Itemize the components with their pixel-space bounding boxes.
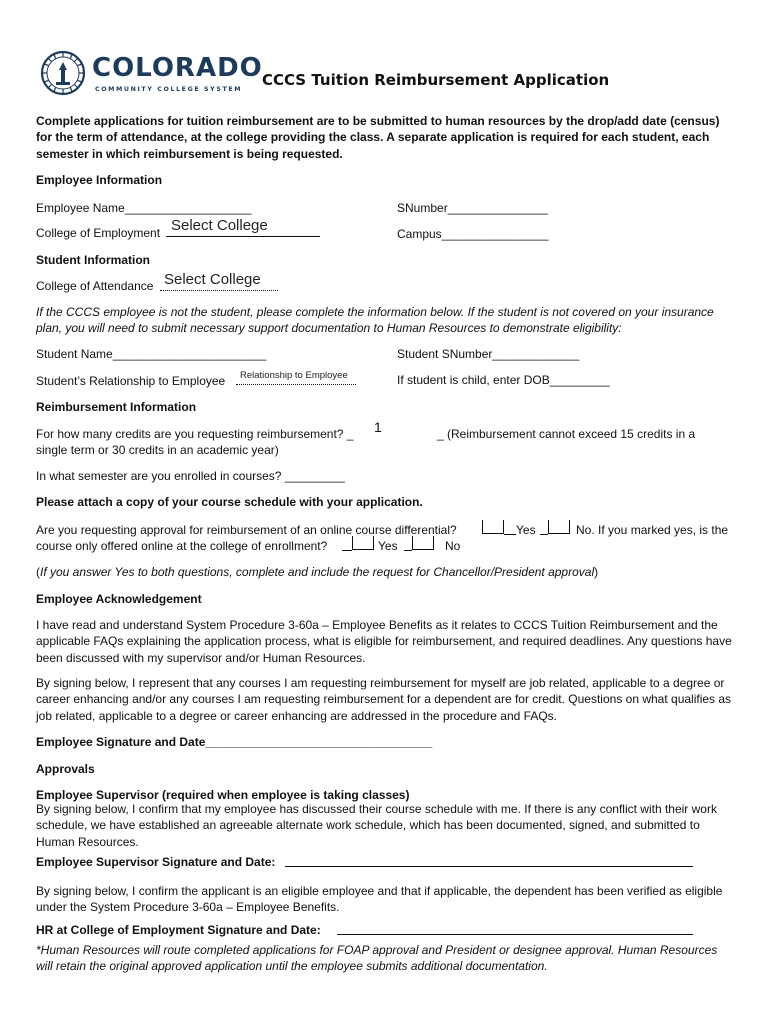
hr-signature-label: HR at College of Employment Signature and Date: [36,923,321,937]
credits-value[interactable]: 1 [374,419,382,435]
logo-wordmark: COLORADO [92,53,263,83]
dob-label[interactable]: If student is child, enter DOB_________ [397,373,610,387]
supervisor-paragraph: By signing below, I confirm that my employee has discussed their course schedule with me. If there is any conflict with their work schedule, we have established an agreeable alternate work schedule, which has been documented, signed, and submitted to Human Resources. [36,802,717,849]
campus-label[interactable]: Campus________________ [397,227,549,241]
reimbursement-heading: Reimbursement Information [36,400,197,414]
online-yes-label: Yes [516,523,536,537]
online-only-question: course only offered online at the college of enrollment? [36,539,328,553]
student-info-heading: Student Information [36,253,150,267]
hr-paragraph: By signing below, I confirm the applicant is an eligible employee and that if applicable, the dependent has been verified as eligible under the System Procedure 3-60a – Employee Benefits. [36,884,723,915]
student-note: If the CCCS employee is not the student, please complete the information below. If the student is not covered on your insurance plan, you will need to submit necessary support documentation to Human Resources to demonstrate eligibility: [36,305,714,336]
employee-info-heading: Employee Information [36,173,163,187]
logo [40,50,263,100]
acknowledgement-paragraph-1: I have read and understand System Procedure 3-60a – Employee Benefits as it relates to CCCS Tuition Reimbursement and the applicable FAQs explaining the application process, what is eligible for reimbursement, and required deadlines. Any questions have been discussed with my supervisor and/or Human Resources. [36,618,732,665]
credits-note: _ (Reimbursement cannot exceed 15 credits in a [437,427,696,441]
credits-question: For how many credits are you requesting reimbursement? _ [36,427,354,441]
supervisor-signature-line[interactable] [285,852,693,867]
page-title: CCCS Tuition Reimbursement Application [262,71,610,89]
online-question: Are you requesting approval for reimbursement of an online course differential? [36,523,457,537]
online-no-checkbox[interactable] [548,520,570,534]
relationship-select[interactable]: Relationship to Employee [240,370,348,381]
online-only-no-label: No [445,539,461,553]
student-name-label[interactable]: Student Name_______________________ [36,347,267,361]
relationship-underline [236,372,356,385]
online-only-no-underline [404,536,412,551]
online-only-yes-label: Yes [378,539,398,553]
attach-schedule-note: Please attach a copy of your course schedule with your application. [36,495,423,509]
approvals-heading: Approvals [36,762,95,776]
online-only-no-checkbox[interactable] [412,536,434,550]
supervisor-signature-label: Employee Supervisor Signature and Date: [36,855,276,869]
hr-signature-line[interactable] [337,920,693,935]
acknowledgement-paragraph-2: By signing below, I represent that any courses I am requesting reimbursement for myself are job related, applicable to a degree or career enhancing and/or any courses I am requesting reimbursement for a dependent are for credit. Questions on what qualifies as job related, applicable to a degree or career enhancing are addressed in the procedure and FAQs. [36,676,732,723]
online-yes-checkbox[interactable] [482,520,504,534]
college-attendance-underline [160,276,278,291]
employee-name-label[interactable]: Employee Name___________________ [36,201,252,215]
semester-question[interactable]: In what semester are you enrolled in courses? _________ [36,469,345,483]
college-attendance-select[interactable]: Select College [164,271,261,288]
online-yes-underline [504,520,516,535]
relationship-label: Student’s Relationship to Employee [36,374,226,388]
logo-subtitle: COMMUNITY COLLEGE SYSTEM [95,86,243,93]
hr-footnote: *Human Resources will route completed applications for FOAP approval and President or designee approval. Human Resources will retain the original approved application until the employee submits additional documentation. [36,943,718,974]
acknowledgement-heading: Employee Acknowledgement [36,592,202,606]
intro-paragraph: Complete applications for tuition reimbursement are to be submitted to human resources by the drop/add date (census) for the term of attendance, at the college providing the class. A separate application is required for each student, each semester in which reimbursement is being requested. [36,114,720,161]
college-employment-label: College of Employment [36,226,161,240]
college-attendance-label: College of Attendance [36,279,154,293]
online-only-yes-underline [342,536,352,551]
online-no-underline [540,520,548,535]
online-no-label: No. If you marked yes, is the [576,523,729,537]
colorado-seal-icon [40,50,86,96]
online-only-yes-checkbox[interactable] [352,536,374,550]
supervisor-heading: Employee Supervisor (required when employee is taking classes) [36,788,410,802]
if-yes-note: (If you answer Yes to both questions, complete and include the request for Chancellor/President approval) [36,565,599,579]
employee-signature-label[interactable]: Employee Signature and Date__________________________________ [36,735,433,749]
student-snumber-label[interactable]: Student SNumber_____________ [397,347,580,361]
college-employment-select[interactable]: Select College [171,217,268,234]
if-yes-note-text: If you answer Yes to both questions, complete and include the request for Chancellor/President approval [40,565,595,579]
employee-snumber-label[interactable]: SNumber_______________ [397,201,548,215]
college-employment-underline [166,222,320,237]
credits-note-continued: single term or 30 credits in an academic year) [36,443,279,457]
